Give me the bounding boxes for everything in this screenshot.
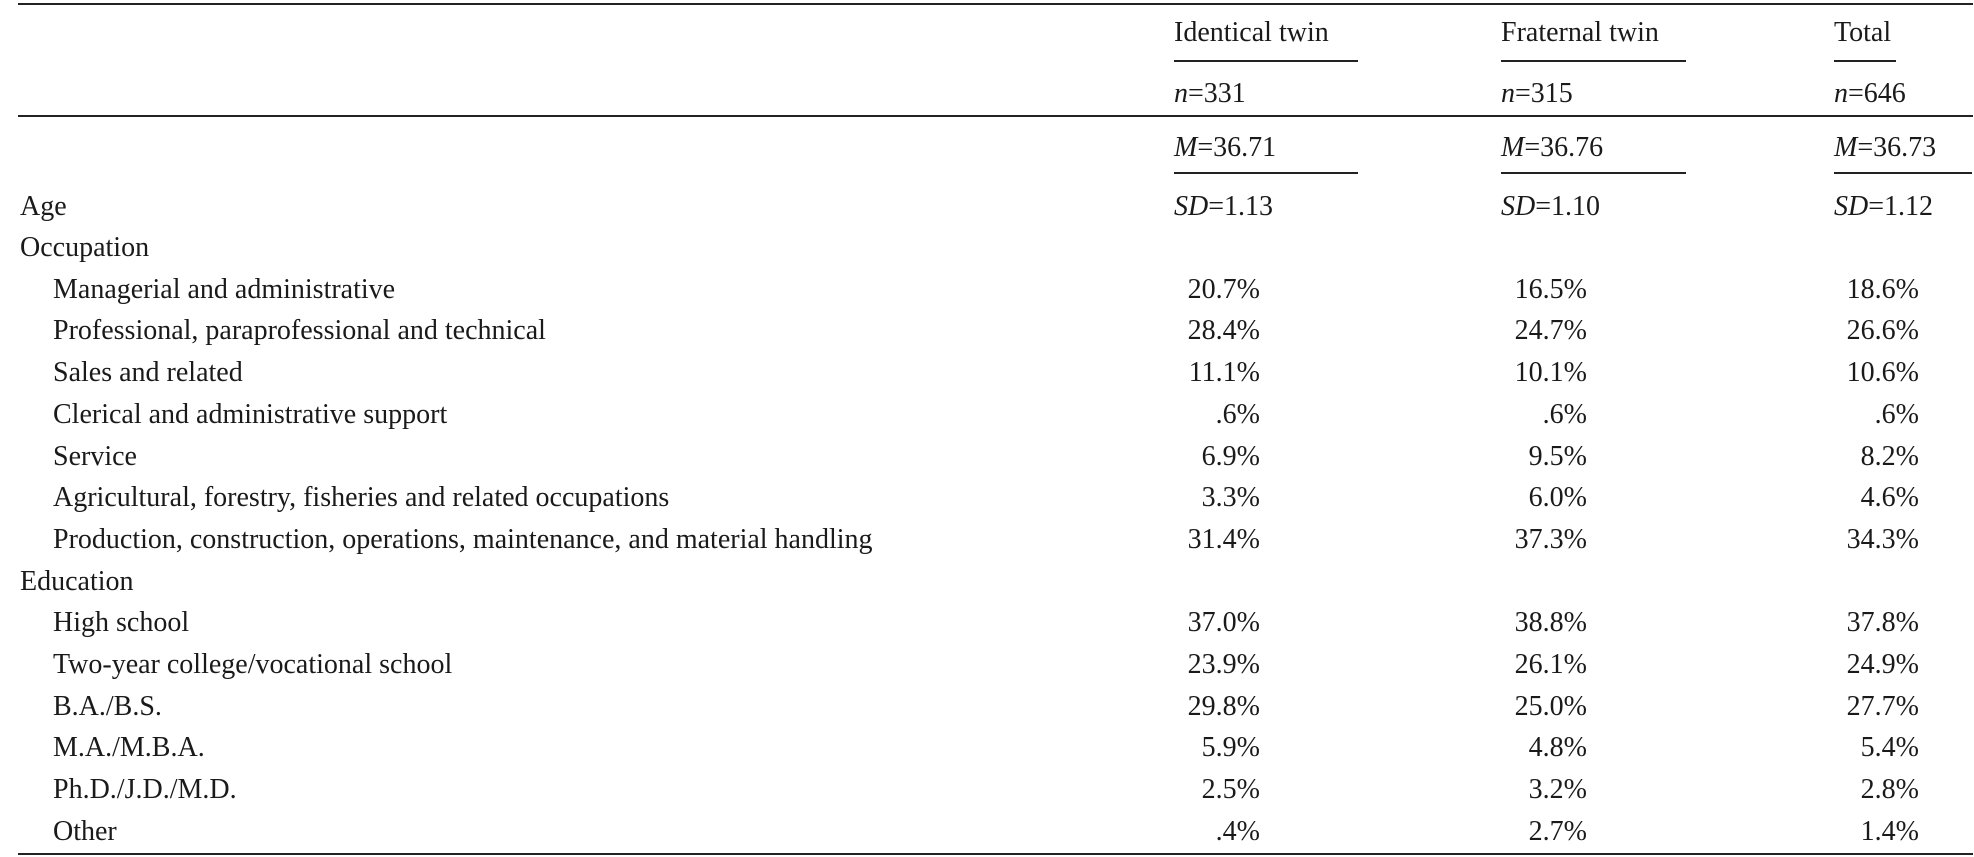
row-value: 29.8% bbox=[1187, 690, 1260, 722]
row-value: 1.4% bbox=[1860, 815, 1919, 847]
row-value: 31.4% bbox=[1187, 523, 1260, 555]
row-label: Production, construction, operations, maintenance, and material handling bbox=[53, 523, 873, 555]
section-label: Occupation bbox=[20, 232, 150, 263]
row-value: 18.6% bbox=[1846, 273, 1919, 305]
row-value: 2.7% bbox=[1528, 815, 1587, 847]
row-value: 3.3% bbox=[1201, 482, 1260, 514]
mean-underline bbox=[1501, 172, 1686, 174]
column-title-underline bbox=[1501, 60, 1686, 62]
row-label-age: Age bbox=[20, 191, 67, 222]
row-label: Clerical and administrative support bbox=[53, 398, 448, 430]
row-value: 20.7% bbox=[1187, 273, 1260, 305]
sd-fraternal: SD=1.10 bbox=[1501, 191, 1601, 222]
row-label: Sales and related bbox=[53, 357, 243, 389]
row-value: .6% bbox=[1215, 398, 1260, 430]
row-value: 37.3% bbox=[1514, 523, 1587, 555]
row-value: 2.8% bbox=[1860, 774, 1919, 806]
row-value: 11.1% bbox=[1188, 357, 1260, 389]
section-label: Education bbox=[20, 565, 134, 597]
row-value: 24.9% bbox=[1846, 649, 1919, 680]
n-total: n=646 bbox=[1834, 78, 1906, 109]
row-label: High school bbox=[53, 607, 190, 639]
row-label: Professional, paraprofessional and technical bbox=[53, 315, 546, 347]
row-value: 2.5% bbox=[1201, 774, 1260, 806]
mean-identical: M=36.71 bbox=[1174, 132, 1277, 163]
column-title-fraternal: Fraternal twin bbox=[1501, 17, 1659, 48]
n-identical: n=331 bbox=[1174, 78, 1246, 109]
row-value: 10.1% bbox=[1514, 357, 1587, 389]
row-value: .4% bbox=[1215, 815, 1260, 847]
row-value: 8.2% bbox=[1860, 440, 1919, 472]
row-value: .6% bbox=[1542, 398, 1587, 430]
row-value: 27.7% bbox=[1846, 690, 1919, 722]
row-value: 37.0% bbox=[1187, 607, 1260, 639]
row-value: 6.0% bbox=[1528, 482, 1587, 514]
row-value: 26.6% bbox=[1846, 315, 1919, 347]
row-label: B.A./B.S. bbox=[53, 690, 162, 722]
row-value: 4.6% bbox=[1860, 482, 1919, 514]
row-value: 34.3% bbox=[1846, 523, 1919, 555]
column-title-underline bbox=[1834, 60, 1896, 62]
row-label: Ph.D./J.D./M.D. bbox=[53, 774, 237, 806]
column-title-underline bbox=[1174, 60, 1358, 62]
row-label: Managerial and administrative bbox=[53, 273, 396, 305]
row-value: 3.2% bbox=[1528, 774, 1587, 806]
mean-underline bbox=[1174, 172, 1358, 174]
sd-identical: SD=1.13 bbox=[1174, 191, 1274, 222]
row-value: 24.7% bbox=[1514, 315, 1587, 347]
row-value: 16.5% bbox=[1514, 273, 1587, 305]
row-value: 28.4% bbox=[1187, 315, 1260, 347]
row-value: 25.0% bbox=[1514, 690, 1587, 722]
row-value: 10.6% bbox=[1846, 357, 1919, 389]
row-value: 4.8% bbox=[1528, 732, 1587, 764]
sd-total: SD=1.12 bbox=[1834, 191, 1934, 222]
column-title-identical: Identical twin bbox=[1174, 17, 1329, 48]
mean-total: M=36.73 bbox=[1834, 132, 1937, 163]
n-fraternal: n=315 bbox=[1501, 78, 1573, 109]
mean-fraternal: M=36.76 bbox=[1501, 132, 1604, 163]
row-value: 38.8% bbox=[1514, 607, 1587, 639]
row-label: Service bbox=[53, 440, 137, 472]
row-value: .6% bbox=[1874, 398, 1919, 430]
row-label: M.A./M.B.A. bbox=[53, 732, 205, 764]
row-value: 5.9% bbox=[1201, 732, 1260, 764]
row-value: 9.5% bbox=[1528, 440, 1587, 472]
row-label: Agricultural, forestry, fisheries and related occupations bbox=[53, 482, 670, 514]
row-label: Other bbox=[53, 815, 117, 847]
mean-underline bbox=[1834, 172, 1972, 174]
row-value: 5.4% bbox=[1860, 732, 1919, 764]
row-value: 6.9% bbox=[1201, 440, 1260, 472]
table-bottom-rule bbox=[18, 853, 1973, 855]
row-label: Two-year college/vocational school bbox=[53, 649, 453, 680]
row-value: 26.1% bbox=[1514, 649, 1587, 680]
table-header-rule bbox=[18, 115, 1973, 117]
column-title-total: Total bbox=[1834, 17, 1892, 48]
row-value: 37.8% bbox=[1846, 607, 1919, 639]
table-top-rule bbox=[18, 3, 1973, 5]
row-value: 23.9% bbox=[1187, 649, 1260, 680]
